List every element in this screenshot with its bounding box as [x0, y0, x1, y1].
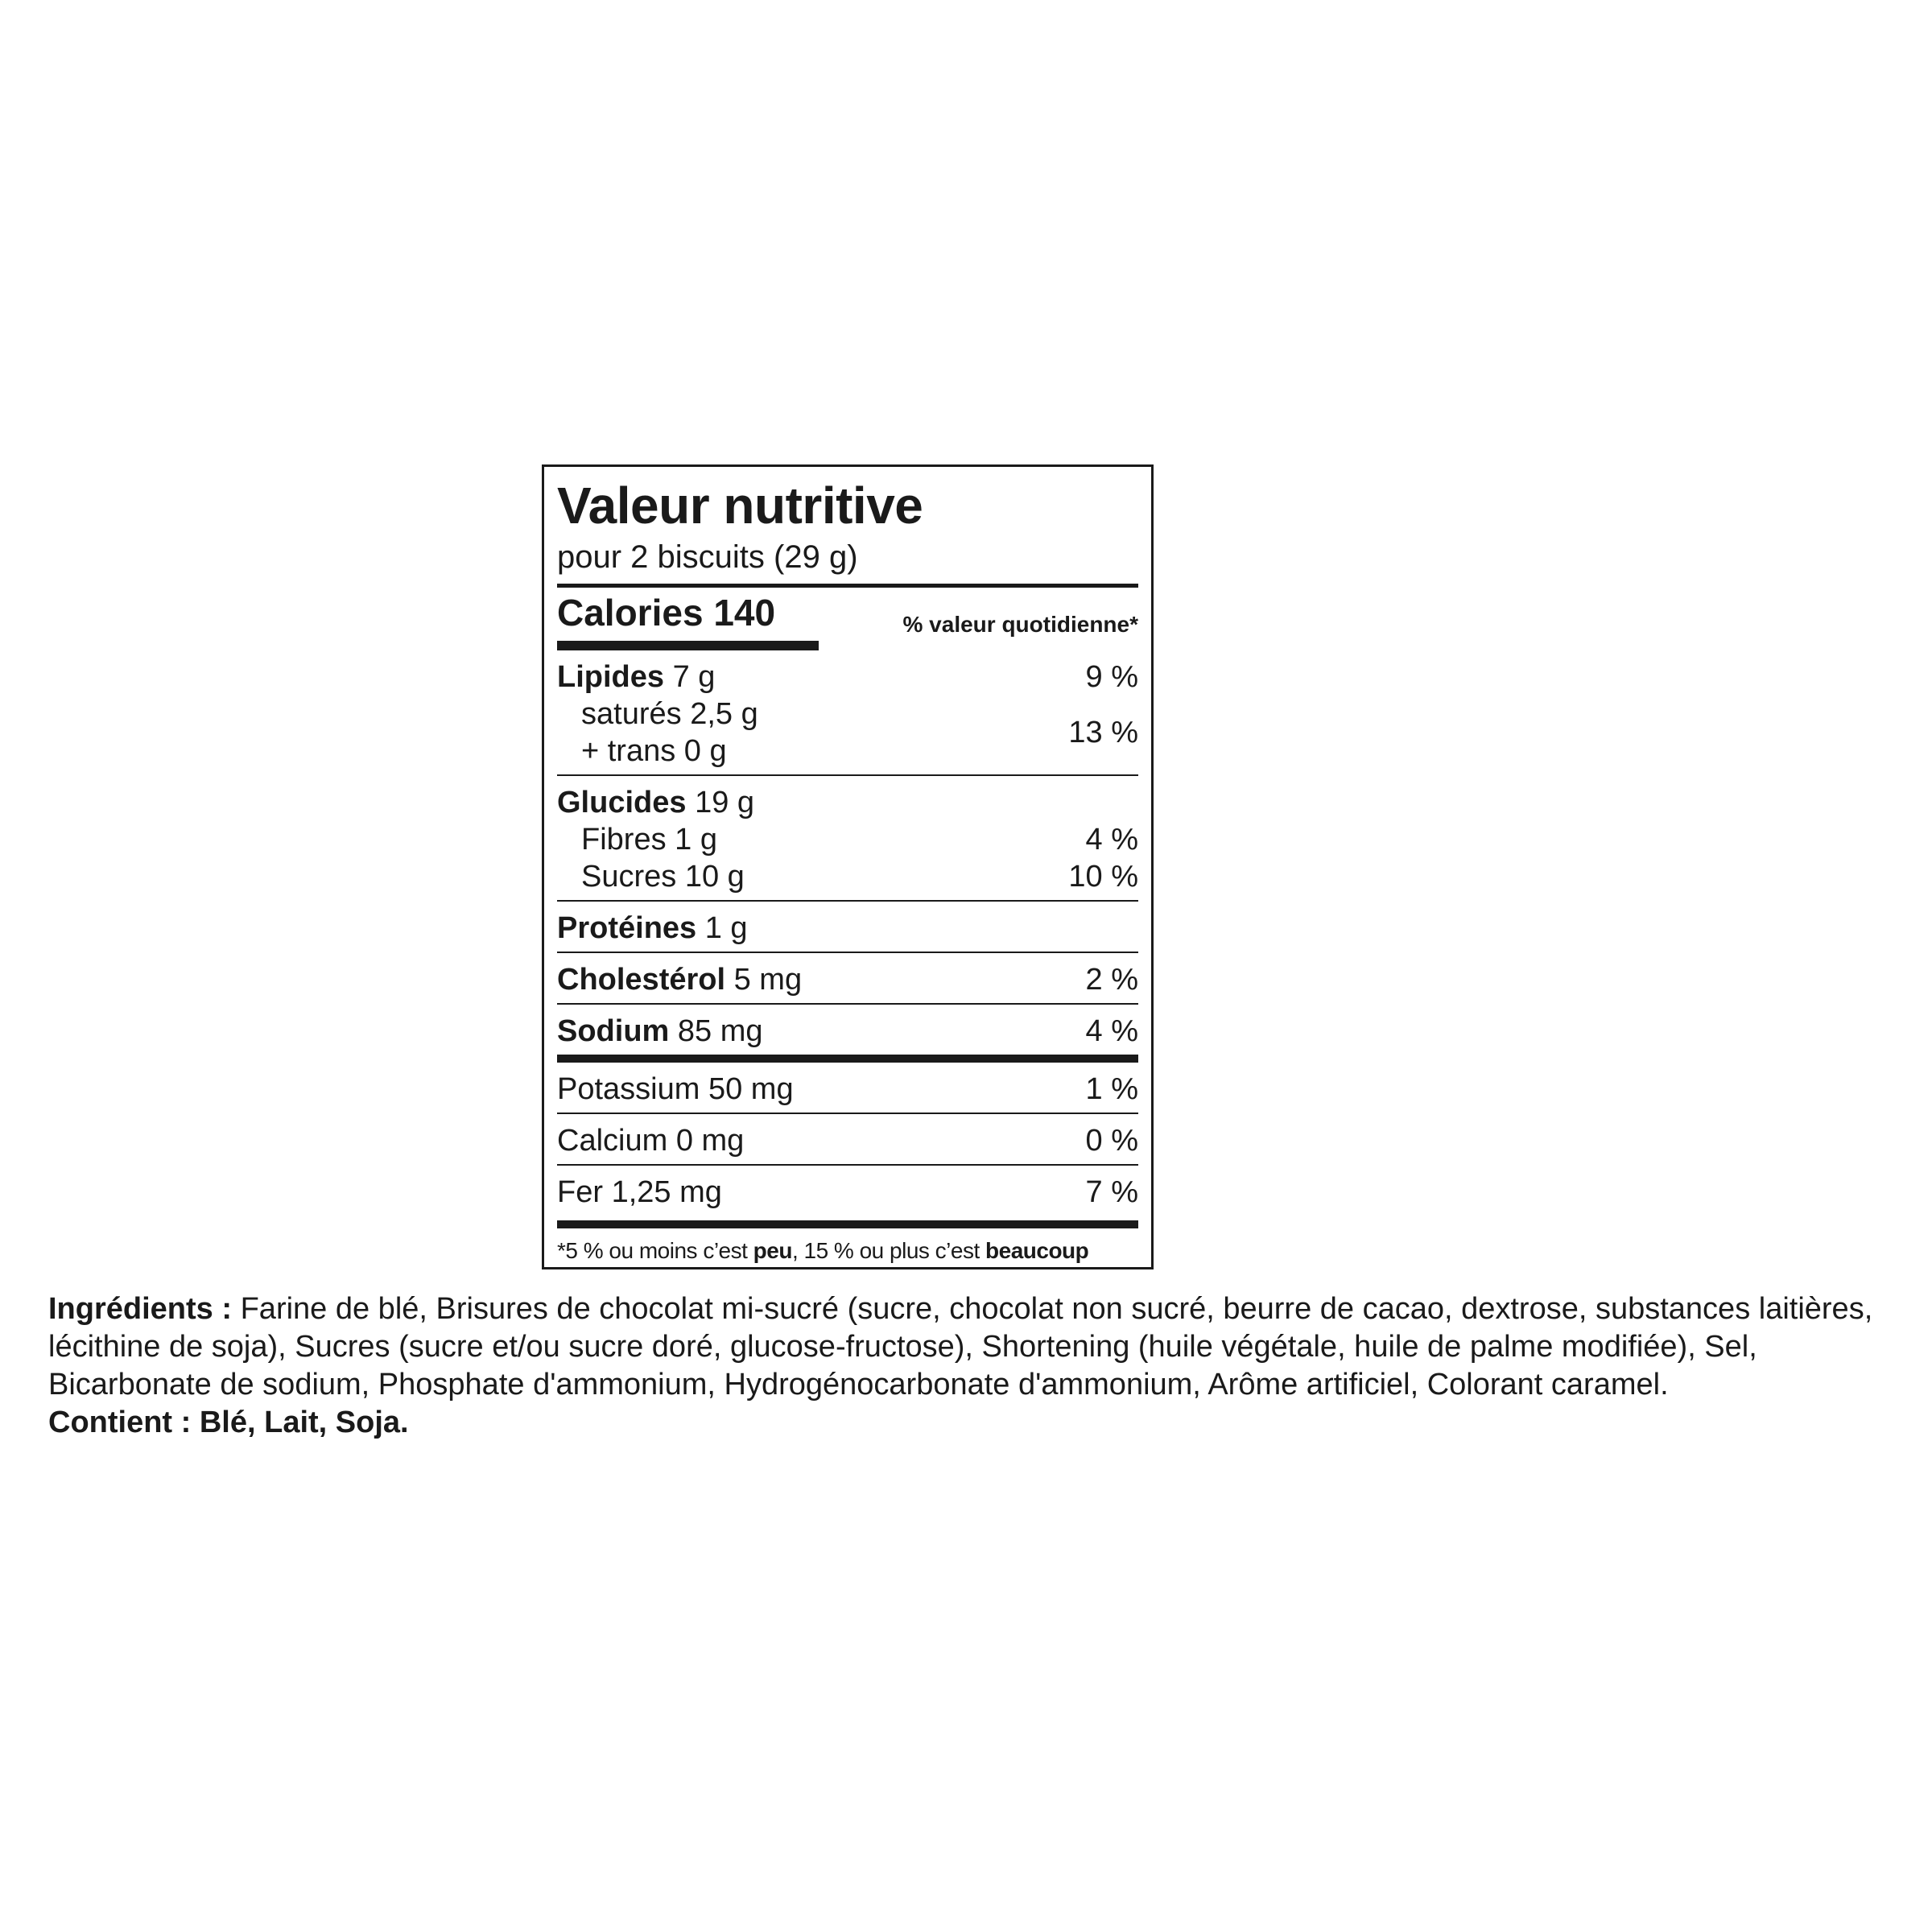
- facts-title: Valeur nutritive: [557, 477, 923, 535]
- nutrient-name: Protéines: [557, 911, 697, 945]
- cholesterol-section: [557, 952, 1138, 1003]
- ingredients-label: Ingrédients :: [48, 1292, 233, 1326]
- top-rule: [557, 584, 1138, 588]
- sat-trans-dv: 13 %: [1068, 715, 1138, 749]
- nutrient-row-potassium: [557, 1071, 1138, 1108]
- nutrient-amount: 5 mg: [733, 963, 803, 997]
- nutrient-name: Sodium: [557, 1014, 670, 1048]
- protein-section: [557, 900, 1138, 952]
- nutrition-facts-table: [542, 464, 1154, 1269]
- nutrient-name: Lipides: [557, 660, 665, 694]
- nutrient-amount: 10 g: [684, 860, 745, 894]
- calories: [557, 592, 776, 634]
- nutrient-dv: 9 %: [1085, 660, 1138, 694]
- nutrient-dv: 7 %: [1085, 1175, 1138, 1209]
- nutrient-row-glucides: [557, 784, 1138, 821]
- carb-section: [557, 774, 1138, 900]
- nutrient-dv: 0 %: [1085, 1124, 1138, 1158]
- calories-value: 140: [713, 592, 776, 634]
- potassium-section: [557, 1055, 1138, 1113]
- nutrient-amount: 85 mg: [677, 1014, 763, 1048]
- nutrient-row-lipides: [557, 658, 1138, 696]
- nutrient-name: Fer: [557, 1175, 603, 1209]
- nutrient-name: Potassium: [557, 1072, 700, 1106]
- nutrient-name: Glucides: [557, 786, 687, 819]
- sat-trans-group: [557, 696, 1138, 770]
- nutrient-amount: 2,5 g: [690, 697, 758, 731]
- nutrient-amount: 0 mg: [675, 1124, 745, 1158]
- nutrient-row-proteines: [557, 910, 1138, 947]
- ingredients-block: [48, 1290, 1900, 1442]
- nutrient-name: saturés: [581, 697, 682, 731]
- nutrient-dv: 2 %: [1085, 963, 1138, 997]
- footnote-low: peu: [753, 1238, 792, 1263]
- footnote-text: , 15 % ou plus c’est: [791, 1238, 986, 1263]
- fat-section: [557, 650, 1138, 774]
- ingredients-paragraph: [48, 1290, 1900, 1404]
- nutrient-row-sucres: [557, 858, 1138, 895]
- nutrient-row-fer: [557, 1174, 1138, 1211]
- nutrient-name: + trans: [581, 734, 676, 768]
- daily-value-header: % valeur quotidienne*: [902, 612, 1138, 637]
- nutrient-amount: 19 g: [695, 786, 755, 819]
- nutrient-row-satures: [581, 696, 758, 733]
- contains-label: Contient :: [48, 1406, 192, 1439]
- nutrient-dv: 4 %: [1085, 823, 1138, 857]
- calories-label: Calories: [557, 592, 704, 634]
- nutrient-dv: 10 %: [1068, 860, 1138, 894]
- nutrient-name: Cholestérol: [557, 963, 726, 997]
- iron-section: [557, 1164, 1138, 1216]
- footnote: [557, 1220, 1138, 1264]
- sodium-section: [557, 1003, 1138, 1055]
- contains-text: Blé, Lait, Soja.: [199, 1406, 409, 1439]
- nutrient-amount: 50 mg: [708, 1072, 794, 1106]
- calories-bar: [557, 641, 819, 650]
- nutrient-row-cholesterol: [557, 961, 1138, 998]
- nutrient-name: Fibres: [581, 823, 667, 857]
- nutrient-dv: 1 %: [1085, 1072, 1138, 1106]
- nutrient-row-trans: [581, 733, 758, 770]
- serving-size: pour 2 biscuits (29 g): [557, 539, 858, 575]
- calcium-section: [557, 1113, 1138, 1164]
- footnote-high: beaucoup: [985, 1238, 1089, 1263]
- allergens-paragraph: [48, 1404, 1900, 1442]
- nutrient-amount: 1 g: [675, 823, 717, 857]
- calories-row: [557, 594, 1138, 644]
- nutrient-amount: 7 g: [672, 660, 716, 694]
- nutrient-row-calcium: [557, 1122, 1138, 1159]
- nutrient-amount: 1 g: [704, 911, 748, 945]
- nutrient-amount: 0 g: [683, 734, 727, 768]
- nutrient-amount: 1,25 mg: [611, 1175, 722, 1209]
- nutrient-dv: 4 %: [1085, 1014, 1138, 1048]
- nutrient-row-fibres: [557, 821, 1138, 858]
- footnote-text: *5 % ou moins c’est: [557, 1238, 753, 1263]
- nutrient-name: Sucres: [581, 860, 677, 894]
- nutrient-row-sodium: [557, 1013, 1138, 1050]
- nutrient-name: Calcium: [557, 1124, 668, 1158]
- ingredients-text: Farine de blé, Brisures de chocolat mi-sucré (sucre, chocolat non sucré, beurre de cacao, dextrose, substances laitières, lécithine de soja), Sucres (sucre et/ou sucre doré, glucose-fructose), Shortening (huile végétale, huile de palme modifiée), Sel, Bicarbonate de sodium, Phosphate d'ammonium, Hydrogénocarbonate d'ammonium, Arôme artificiel, Colorant caramel.: [48, 1292, 1873, 1402]
